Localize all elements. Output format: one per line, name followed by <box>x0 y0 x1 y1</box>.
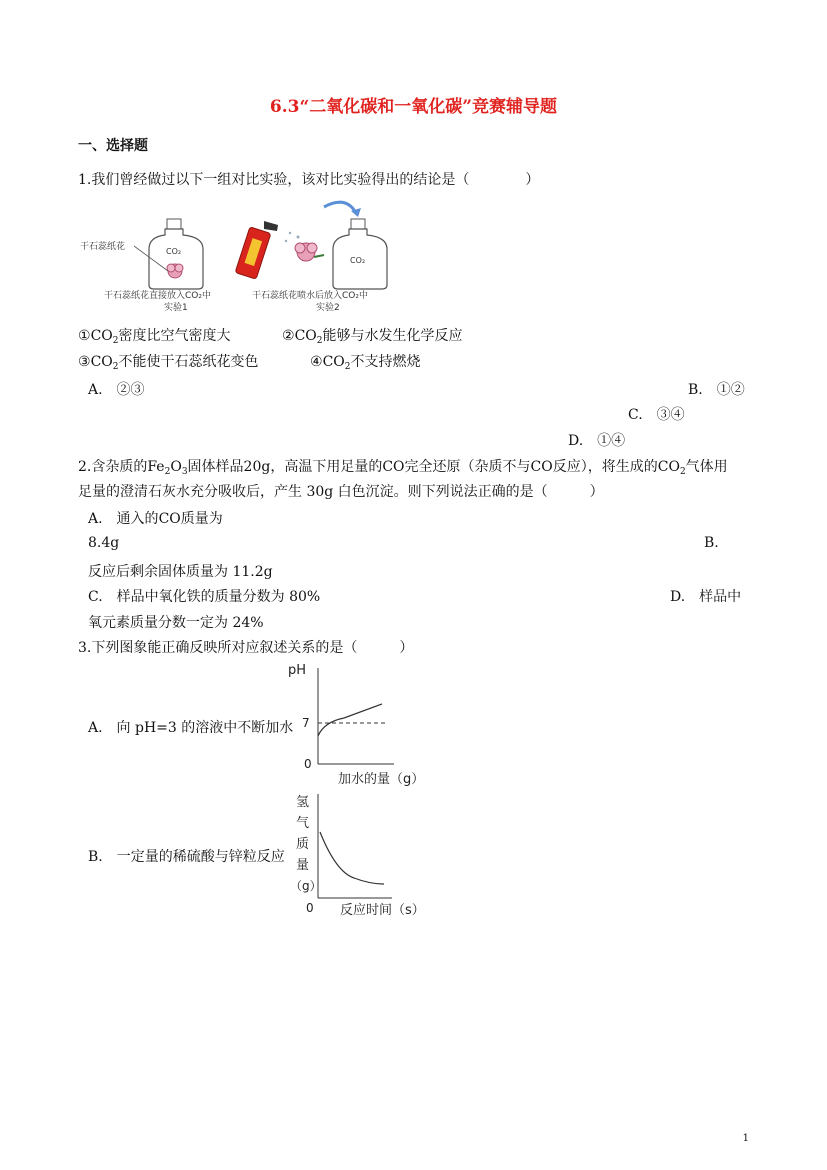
q3-option-a[interactable]: A. 向 pH=3 的溶液中不断加水 <box>88 720 294 736</box>
graph-a <box>282 656 452 790</box>
q1-option-b[interactable]: B. ①② <box>688 382 745 398</box>
graph-b-ylabel-2: 气 <box>296 816 310 831</box>
q2-option-a-value: 8.4g <box>88 535 120 551</box>
graph-a-ylabel: pH <box>288 663 307 678</box>
flower-label: 干石蕊纸花 <box>80 242 126 252</box>
statement-1: $①CO_2$密度比空气密度大 <box>78 328 231 346</box>
graph-b-ylabel-4: 量 <box>296 858 310 873</box>
page-number: 1 <box>742 1133 749 1144</box>
q1-option-d[interactable]: D. ①④ <box>568 433 626 449</box>
experiment-2-caption: 干石蕊纸花喷水后放入CO₂中 <box>252 291 368 301</box>
page-title: 6.3“二氧化碳和一氧化碳”竞赛辅导题 <box>269 97 558 117</box>
q3-option-b[interactable]: B. 一定量的稀硫酸与锌粒反应 <box>88 849 285 865</box>
experiment-2-label: 实验2 <box>316 303 340 313</box>
graph-a-tick-7: 7 <box>302 716 310 730</box>
flower-icon <box>295 243 324 261</box>
arrow-icon <box>324 202 356 213</box>
graph-b-ylabel-1: 氢 <box>296 795 310 810</box>
q1-option-a[interactable]: A. ②③ <box>88 382 145 398</box>
q2-option-a[interactable]: A. 通入的CO质量为 <box>88 511 223 527</box>
graph-b-ylabel-3: 质 <box>296 837 310 852</box>
question-3-stem: 3.下列图象能正确反映所对应叙述关系的是（ ） <box>78 640 414 656</box>
spray-bottle-icon <box>235 221 299 279</box>
experiment-1-caption: 干石蕊纸花直接放入CO₂中 <box>104 291 211 301</box>
graph-b-xlabel: 反应时间（s） <box>340 903 425 918</box>
graph-b-ylabel-unit: （g） <box>290 879 322 893</box>
question-2-line-1: 2.含杂质的$Fe_2O_3$固体样品20g，高温下用足量的CO完全还原（杂质不与CO反应），将生成的$CO_2$气体用 <box>78 459 728 477</box>
graph-b-curve <box>320 832 384 884</box>
question-1-stem: 1.我们曾经做过以下一组对比实验，该对比实验得出的结论是（ ） <box>78 172 540 188</box>
graph-a-curve <box>318 704 382 736</box>
graph-a-origin: 0 <box>304 757 312 771</box>
question-2-line-2: 足量的澄清石灰水充分吸收后，产生 30g 白色沉淀。则下列说法正确的是（ ） <box>78 484 604 500</box>
q2-option-d[interactable]: D. 样品中 <box>670 589 742 605</box>
jar-2 <box>333 219 387 289</box>
statement-3: $③CO_2$不能使干石蕊纸花变色 <box>78 354 259 372</box>
statement-4: $④CO_2$不支持燃烧 <box>310 354 421 372</box>
graph-a-xlabel: 加水的量（g） <box>338 772 425 787</box>
q2-option-b-text: 反应后剩余固体质量为 11.2g <box>88 564 273 580</box>
jar-1-co2-label: CO₂ <box>166 247 182 256</box>
section-heading: 一、选择题 <box>78 138 148 154</box>
graph-b-origin: 0 <box>306 901 314 915</box>
jar-2-co2-label: CO₂ <box>350 256 366 265</box>
experiment-figure <box>78 197 408 317</box>
graph-b <box>290 790 450 920</box>
q1-option-c[interactable]: C. ③④ <box>628 407 685 423</box>
q2-option-b[interactable]: B. <box>704 535 719 551</box>
experiment-1-label: 实验1 <box>164 303 188 313</box>
statement-2: $②CO_2$能够与水发生化学反应 <box>282 328 463 346</box>
q2-option-c[interactable]: C. 样品中氧化铁的质量分数为 80% <box>88 589 321 605</box>
q2-option-d-text: 氧元素质量分数一定为 24% <box>88 615 264 631</box>
jar-1 <box>149 219 203 289</box>
